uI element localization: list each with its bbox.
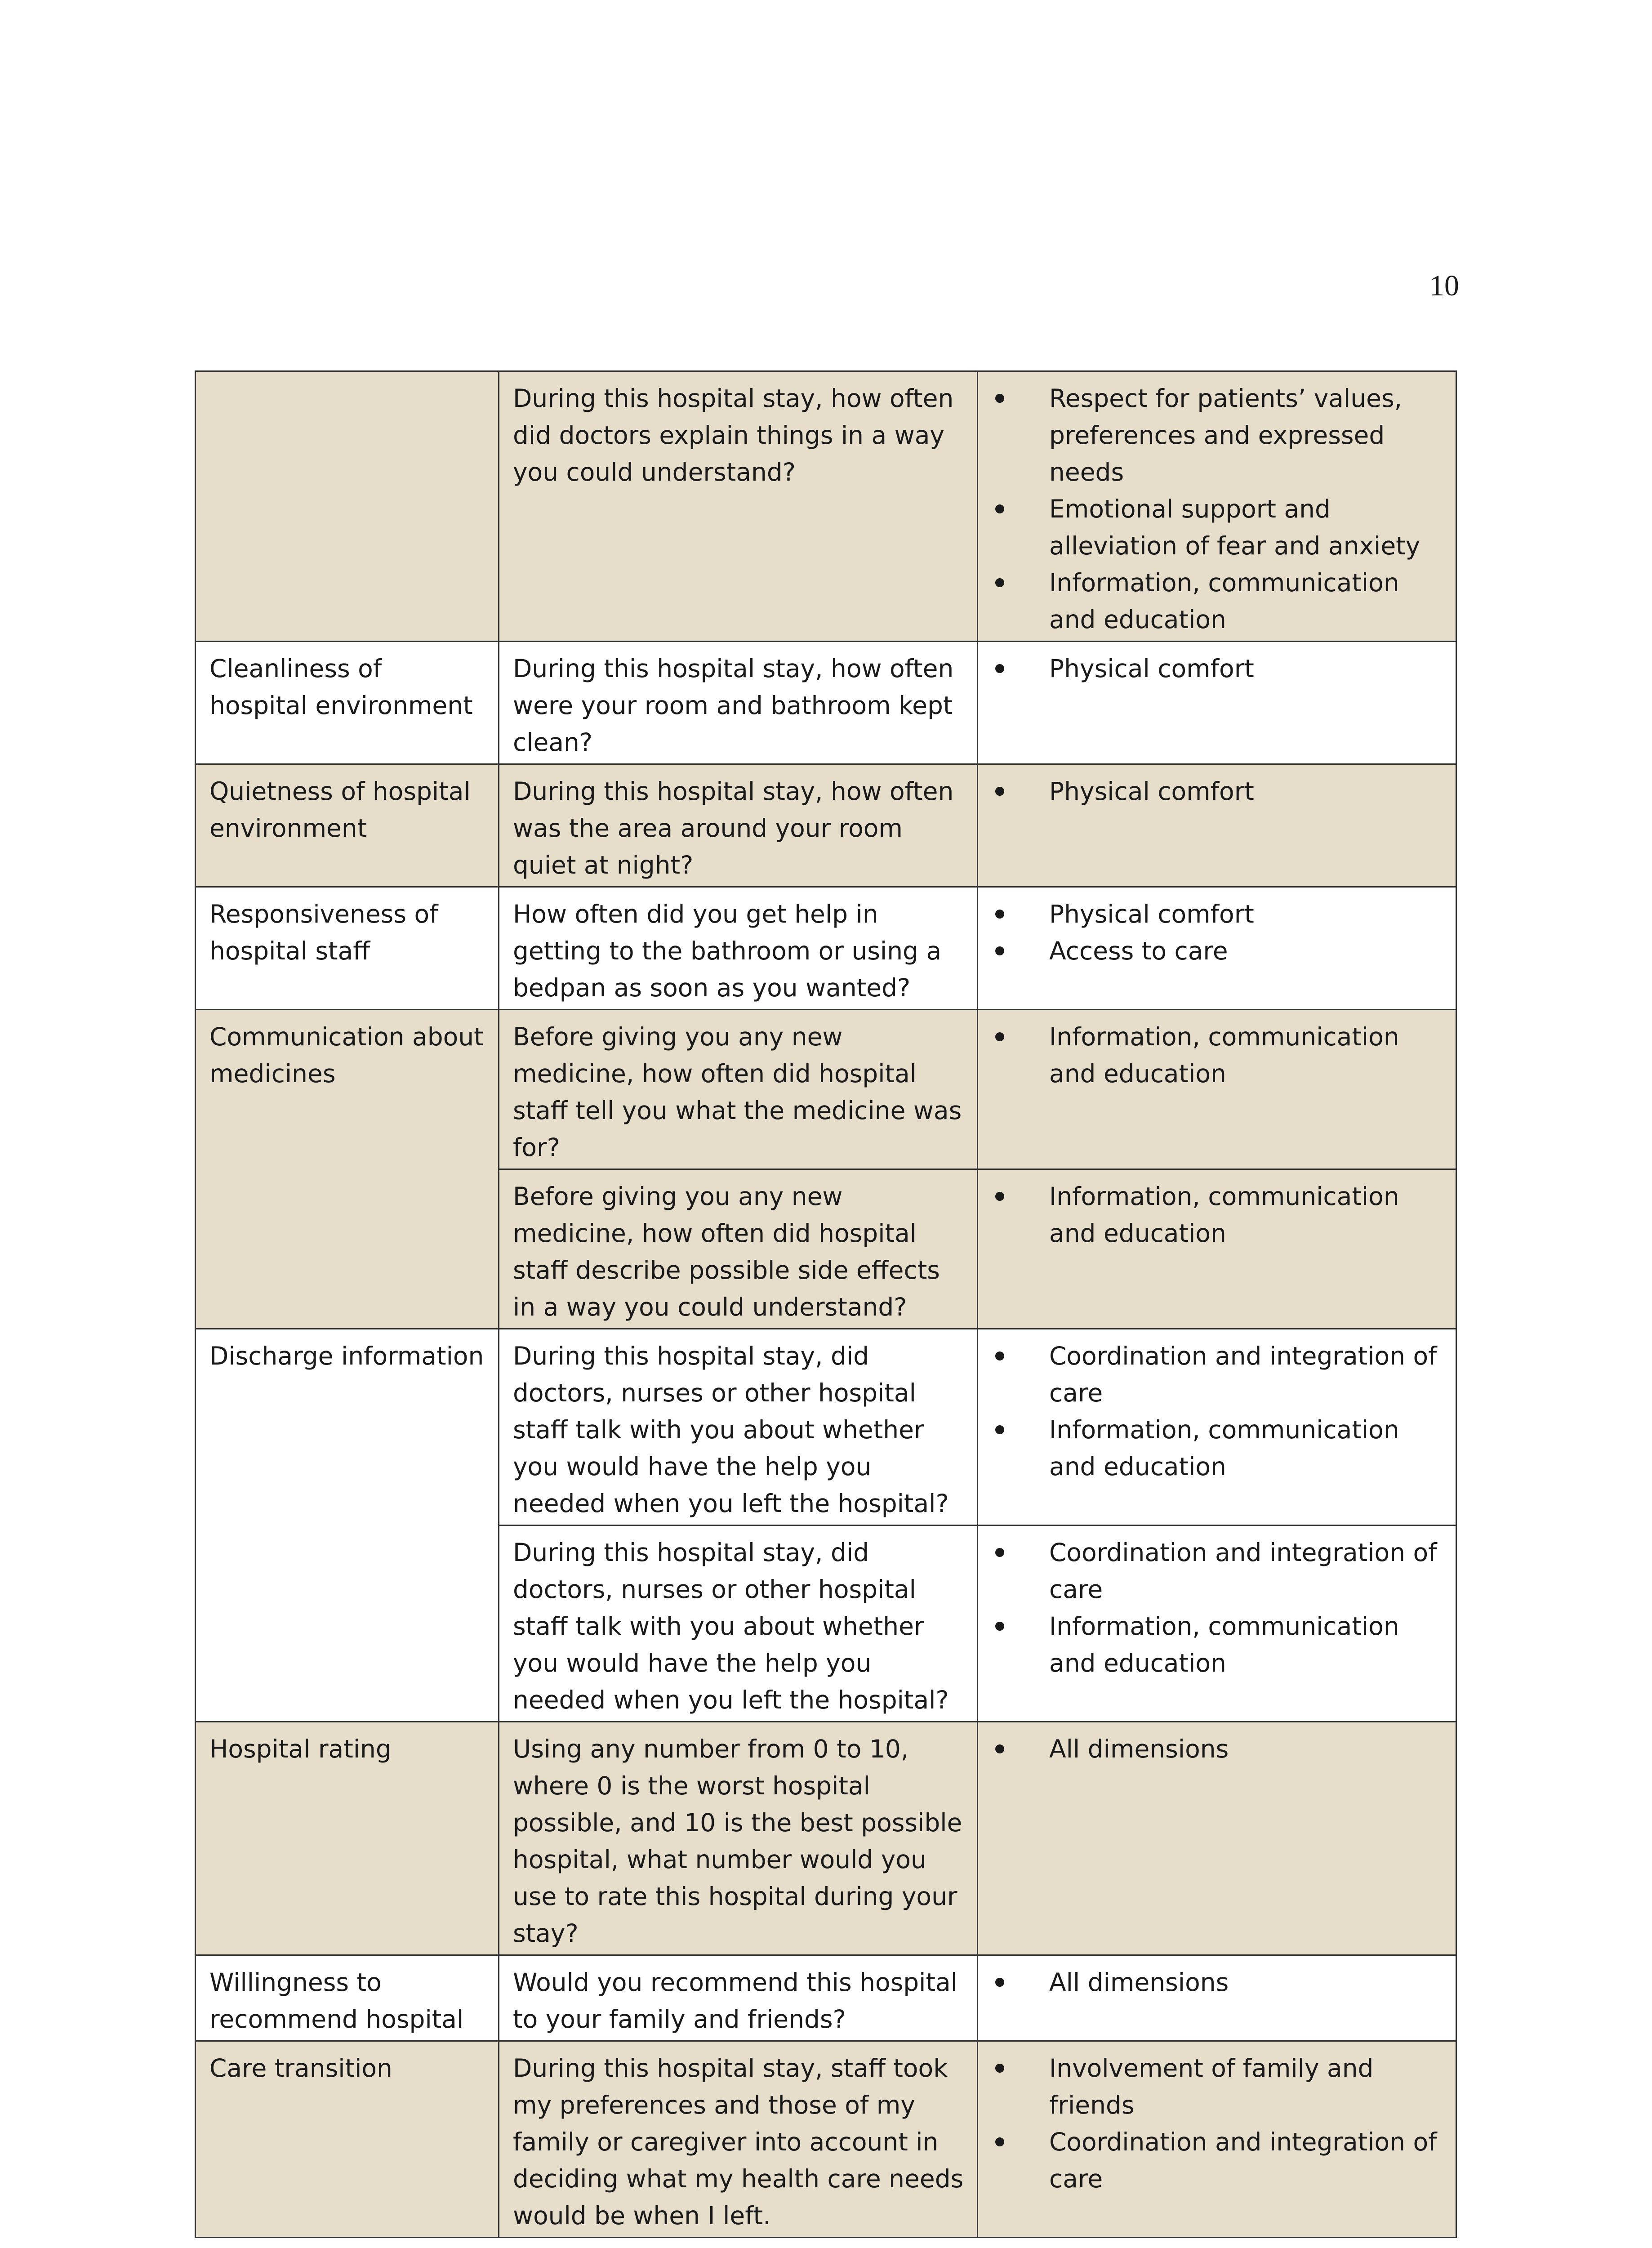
bullet-icon (995, 1425, 1004, 1434)
ipcm-cell (978, 1169, 1456, 1329)
bullet-icon (995, 2064, 1004, 2073)
ipcm-list (992, 1018, 1443, 1092)
question-cell: Before giving you any new medicine, how often did hospital staff tell you what the medicine was for? (499, 1010, 978, 1169)
table-row (196, 371, 1456, 642)
ipcm-list (992, 1731, 1443, 1767)
ipcm-cell (978, 371, 1456, 642)
ipcm-list (992, 1338, 1443, 1485)
list-item-text: Information, communication and education (1049, 1612, 1399, 1677)
bullet-icon (995, 910, 1004, 919)
table-row (196, 764, 1456, 887)
list-item (992, 932, 1443, 969)
table-row (196, 1010, 1456, 1169)
question-cell: During this hospital stay, how often were your room and bathroom kept clean? (499, 642, 978, 764)
list-item (992, 491, 1443, 564)
bullet-icon (995, 787, 1004, 796)
bullet-icon (995, 1548, 1004, 1557)
list-item (992, 1178, 1443, 1252)
list-item (992, 1608, 1443, 1682)
list-item-text: Emotional support and alleviation of fear and anxiety (1049, 495, 1420, 560)
list-item (992, 564, 1443, 638)
list-item (992, 2123, 1443, 2197)
bullet-icon (995, 1978, 1004, 1987)
question-cell: During this hospital stay, did doctors, nurses or other hospital staff talk with you about whether you would have the help you needed when you left the hospital? (499, 1525, 978, 1722)
dimension-cell: Cleanliness of hospital environment (196, 642, 499, 764)
ipcm-list (992, 896, 1443, 969)
dimension-cell: Communication about medicines (196, 1010, 499, 1329)
list-item-text: Coordination and integration of care (1049, 2128, 1437, 2193)
question-cell: Would you recommend this hospital to your family and friends? (499, 1955, 978, 2041)
bullet-icon (995, 1351, 1004, 1360)
question-cell: During this hospital stay, staff took my preferences and those of my family or caregiver into account in deciding what my health care needs would be when I left. (499, 2041, 978, 2238)
table-row (196, 1955, 1456, 2041)
list-item (992, 380, 1443, 491)
list-item-text: Respect for patients’ values, preferences and expressed needs (1049, 384, 1403, 486)
bullet-icon (995, 578, 1004, 587)
list-item-text: All dimensions (1049, 1735, 1229, 1763)
ipcm-cell (978, 1722, 1456, 1955)
list-item-text: All dimensions (1049, 1968, 1229, 1997)
list-item (992, 896, 1443, 932)
list-item-text: Information, communication and education (1049, 1415, 1399, 1481)
list-item (992, 1411, 1443, 1485)
ipcm-cell (978, 764, 1456, 887)
list-item (992, 1534, 1443, 1608)
question-cell: During this hospital stay, how often did doctors explain things in a way you could understand? (499, 371, 978, 642)
bullet-icon (995, 394, 1004, 403)
table-row (196, 1329, 1456, 1525)
bullet-icon (995, 1744, 1004, 1753)
ipcm-list (992, 380, 1443, 638)
list-item-text: Coordination and integration of care (1049, 1342, 1437, 1407)
dimension-cell: Care transition (196, 2041, 499, 2238)
dimension-cell: Discharge information (196, 1329, 499, 1722)
question-cell: Using any number from 0 to 10, where 0 is the worst hospital possible, and 10 is the best possible hospital, what number would you use to rate this hospital during your stay? (499, 1722, 978, 1955)
list-item-text: Information, communication and education (1049, 568, 1399, 634)
list-item (992, 1018, 1443, 1092)
hcahps-mapping-table (195, 370, 1457, 2238)
bullet-icon (995, 664, 1004, 673)
question-cell: During this hospital stay, how often was the area around your room quiet at night? (499, 764, 978, 887)
ipcm-cell (978, 1010, 1456, 1169)
table-row (196, 2041, 1456, 2238)
list-item (992, 1731, 1443, 1767)
ipcm-list (992, 2050, 1443, 2197)
ipcm-cell (978, 1329, 1456, 1525)
ipcm-list (992, 1964, 1443, 2001)
list-item-text: Physical comfort (1049, 900, 1254, 928)
ipcm-cell (978, 642, 1456, 764)
list-item-text: Physical comfort (1049, 654, 1254, 683)
list-item-text: Involvement of family and friends (1049, 2054, 1374, 2119)
question-cell: Before giving you any new medicine, how often did hospital staff describe possible side effects in a way you could understand? (499, 1169, 978, 1329)
bullet-icon (995, 2137, 1004, 2146)
ipcm-cell (978, 1525, 1456, 1722)
ipcm-cell (978, 1955, 1456, 2041)
list-item (992, 1338, 1443, 1411)
question-cell: During this hospital stay, did doctors, nurses or other hospital staff talk with you about whether you would have the help you needed when you left the hospital? (499, 1329, 978, 1525)
bullet-icon (995, 504, 1004, 513)
bullet-icon (995, 1622, 1004, 1631)
list-item-text: Information, communication and education (1049, 1022, 1399, 1088)
list-item-text: Physical comfort (1049, 777, 1254, 806)
list-item (992, 1964, 1443, 2001)
table-row (196, 887, 1456, 1010)
ipcm-list (992, 650, 1443, 687)
dimension-cell: Hospital rating (196, 1722, 499, 1955)
bullet-icon (995, 946, 1004, 955)
question-cell: How often did you get help in getting to the bathroom or using a bedpan as soon as you wanted? (499, 887, 978, 1010)
bullet-icon (995, 1192, 1004, 1201)
table-row (196, 1722, 1456, 1955)
ipcm-list (992, 773, 1443, 810)
table-row (196, 642, 1456, 764)
list-item-text: Access to care (1049, 937, 1228, 965)
list-item-text: Information, communication and education (1049, 1182, 1399, 1248)
ipcm-cell (978, 2041, 1456, 2238)
page-number: 10 (1429, 269, 1459, 302)
list-item (992, 773, 1443, 810)
dimension-cell: Responsiveness of hospital staff (196, 887, 499, 1010)
dimension-cell: Quietness of hospital environment (196, 764, 499, 887)
ipcm-list (992, 1178, 1443, 1252)
list-item (992, 2050, 1443, 2123)
ipcm-cell (978, 887, 1456, 1010)
ipcm-list (992, 1534, 1443, 1682)
dimension-cell (196, 371, 499, 642)
list-item-text: Coordination and integration of care (1049, 1538, 1437, 1604)
dimension-cell: Willingness to recommend hospital (196, 1955, 499, 2041)
bullet-icon (995, 1032, 1004, 1041)
list-item (992, 650, 1443, 687)
